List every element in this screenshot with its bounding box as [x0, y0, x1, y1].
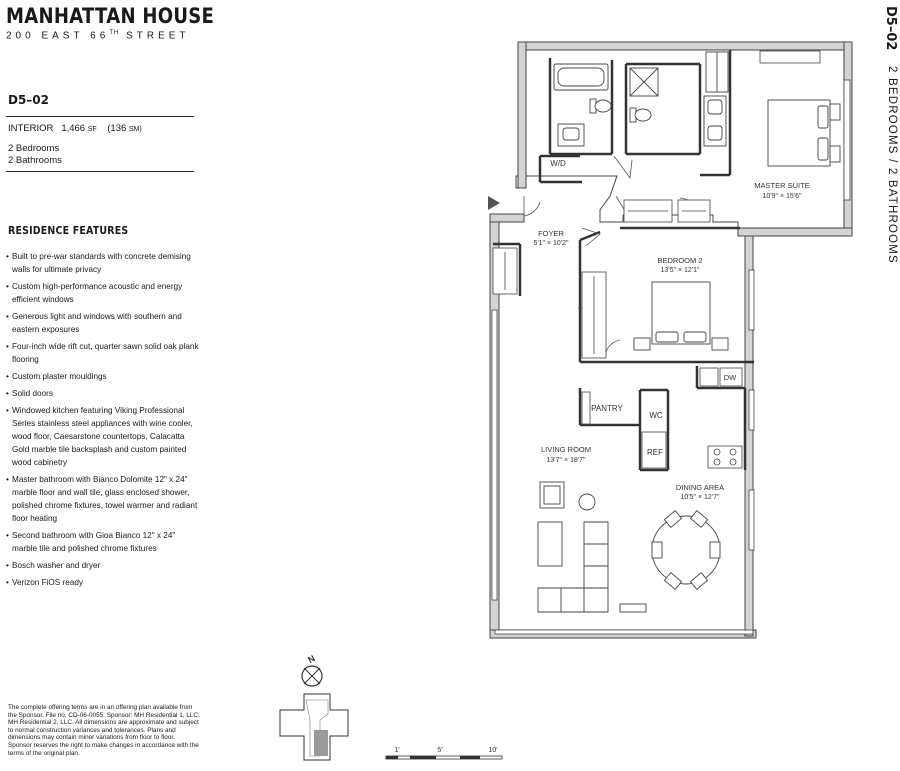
- wc-label: WC: [649, 411, 663, 420]
- dining-area-label: DINING AREA: [675, 483, 725, 492]
- feature-item: • Solid doors: [6, 387, 202, 400]
- bathroom-fixtures: [554, 52, 728, 146]
- interior-sf: 1,466: [61, 123, 86, 134]
- entry-arrow-icon: [488, 196, 500, 210]
- master-bed: [768, 100, 840, 166]
- master-suite-dim: 10'9" × 15'6": [762, 193, 802, 200]
- bedroom-count: 2 Bedrooms: [8, 143, 60, 154]
- master-suite-label: MASTER SUITE: [754, 181, 810, 190]
- dining-area-dim: 10'5" × 12'7": [680, 494, 720, 501]
- bathroom-count: 2 Bathrooms: [8, 155, 62, 166]
- feature-item: • Windowed kitchen featuring Viking Professional Series stainless steel appliances with wine cooler, wood floor, Caesarstone countertops, Calacatta Gold marble tile backsplash and custom painted wood cabinetry: [6, 404, 202, 469]
- scale-1ft: 1': [394, 747, 400, 754]
- feature-item: • Bosch washer and dryer: [6, 559, 202, 572]
- side-unit-description: 2 BEDROOMS / 2 BATHROOMS: [886, 66, 898, 264]
- feature-item: • Verizon FiOS ready: [6, 576, 202, 589]
- bedroom2-dim: 13'5" × 12'1": [660, 267, 700, 274]
- foyer-dim: 5'1" × 10'2": [533, 240, 569, 247]
- feature-item: • Custom plaster mouldings: [6, 370, 202, 383]
- address-ordinal: TH: [109, 30, 120, 36]
- unit-code: D5–02: [8, 93, 50, 107]
- north-label: N: [306, 653, 317, 666]
- living-furniture: [538, 482, 646, 612]
- feature-item: • Four-inch wide rift cut, quarter sawn solid oak plank flooring: [6, 340, 202, 366]
- interior-label: INTERIOR: [8, 123, 54, 134]
- address-main: 200 EAST 66: [6, 30, 110, 42]
- scale-bar: [386, 747, 502, 759]
- key-plan: [280, 694, 348, 760]
- sm-unit: SM): [128, 126, 142, 133]
- feature-item: • Master bathroom with Bianco Dolomite 12" x 24" marble floor and wall tile, glass enclosed shower, polished chrome fixtures, towel warmer and radiant floor heating: [6, 473, 202, 525]
- feature-item: • Second bathroom with Gioa Bianco 12" x 24" marble tile and polished chrome fixtures: [6, 529, 202, 555]
- feature-item: • Built to pre-war standards with concrete demising walls for ultimate privacy: [6, 250, 202, 276]
- interior-sm: (136: [107, 123, 127, 134]
- pantry-label: PANTRY: [591, 404, 623, 413]
- coffee-table-icon: [538, 522, 562, 566]
- address-street: STREET: [119, 30, 190, 42]
- living-room-label: LIVING ROOM: [540, 445, 592, 454]
- sf-unit: SF: [87, 126, 97, 133]
- legal-disclaimer: The complete offering terms are in an offering plan available from the Sponsor. File no. CD-06-0055. Sponsor: MH Residential 1, LLC; MH Residential 2, LLC. All dimensions are approximate and subject to normal construction variances and tolerances. Plans and dimensions may contain minor variations from floor to floor. Sponsor reserves the right to make changes in accordance with the terms of the original plan.: [8, 704, 200, 757]
- ref-label: REF: [647, 448, 663, 457]
- bedroom2-label: BEDROOM 2: [657, 256, 703, 265]
- unit-highlight: [314, 730, 328, 756]
- scale-10ft: 10': [488, 747, 498, 754]
- dining-set: [652, 511, 720, 590]
- washer-dryer-label: W/D: [550, 159, 566, 168]
- dishwasher-label: DW: [723, 373, 737, 382]
- side-unit-code: D5–02: [883, 6, 898, 51]
- range-icon: [708, 446, 742, 468]
- feature-item: • Generous light and windows with southern and eastern exposures: [6, 310, 202, 336]
- foyer-label: FOYER: [538, 229, 564, 238]
- features-heading: RESIDENCE FEATURES: [8, 225, 129, 237]
- bedroom2-bed: [634, 282, 728, 350]
- living-room-dim: 13'7" × 18'7": [546, 457, 586, 464]
- sink-icon: [700, 368, 718, 386]
- building-name: MANHATTAN HOUSE: [6, 4, 215, 28]
- feature-item: • Custom high-performance acoustic and energy efficient windows: [6, 280, 202, 306]
- compass: [302, 653, 322, 686]
- scale-5ft: 5': [437, 747, 443, 754]
- side-table-icon: [579, 494, 595, 510]
